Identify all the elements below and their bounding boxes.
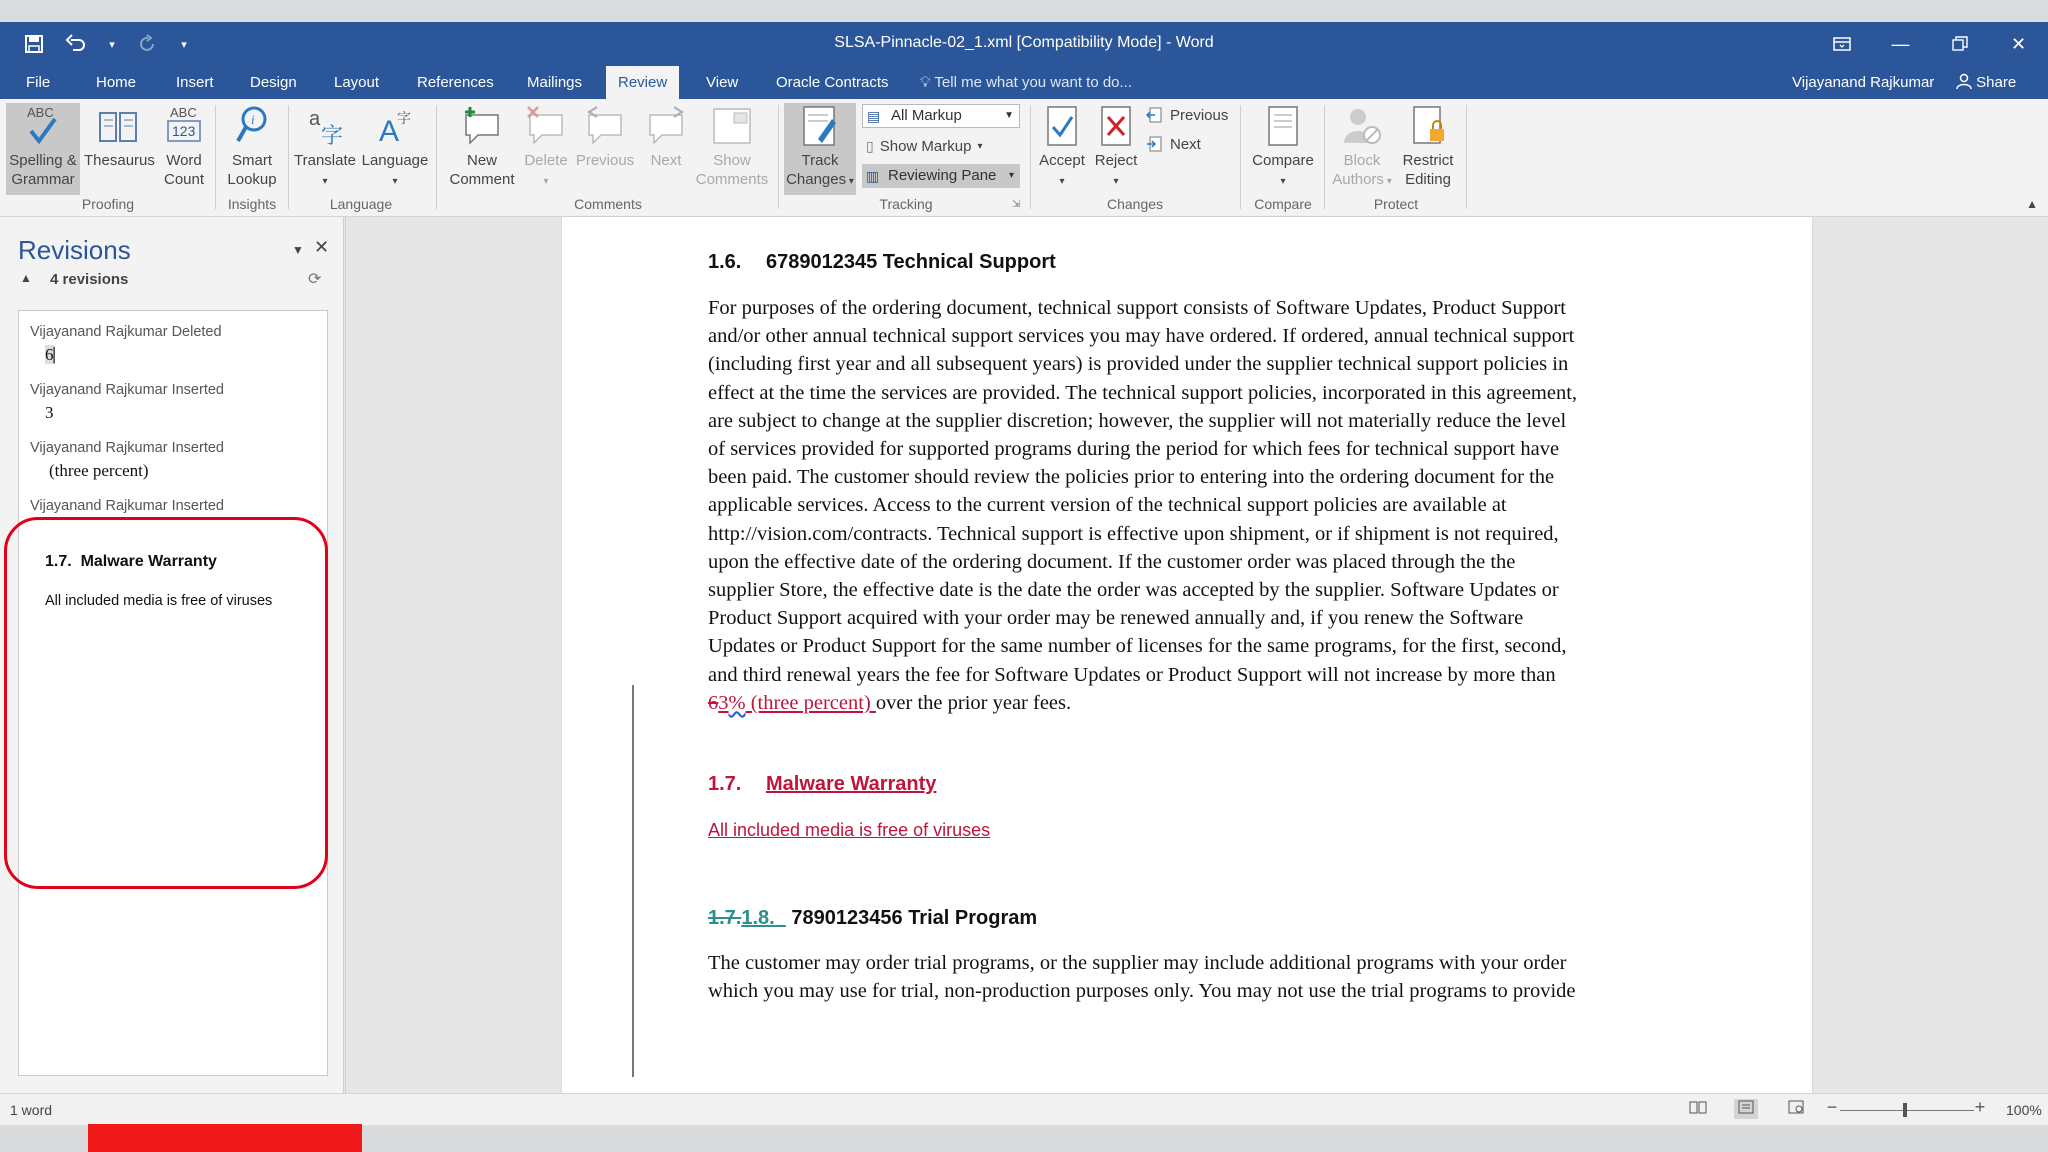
delete-caret-icon: ▾ (543, 176, 549, 187)
inserted-text[interactable]: 3 (718, 691, 729, 714)
inserted-space (775, 907, 786, 929)
pane-options-icon[interactable]: ▼ (292, 243, 304, 257)
text-line: effect at the time the services are provided. The technical support policies, incorporated in this agreement, (708, 381, 1578, 404)
text-line: http://vision.com/contracts. Technical support is effective upon shipment, or if shipment is not required, (708, 522, 1559, 545)
svg-text:字: 字 (397, 110, 411, 126)
lock-document-icon (1406, 103, 1450, 149)
next-change-button[interactable] (1146, 132, 1201, 156)
word-count-icon (162, 103, 206, 149)
tab-home[interactable]: Home (96, 74, 137, 91)
zoom-slider-track[interactable] (1840, 1110, 1974, 1111)
previous-comment-button[interactable] (572, 103, 638, 170)
block-authors-label-2: Authors (1332, 171, 1384, 188)
title-bar (0, 22, 2048, 66)
block-authors-label-1: Block (1343, 152, 1381, 169)
text-line: been paid. The customer should review the policies prior to entering into the ordering document for the (708, 466, 1555, 489)
tell-me-search[interactable] (920, 66, 1132, 99)
reject-button[interactable] (1084, 103, 1148, 191)
inserted-section-title: Malware Warranty (766, 773, 937, 795)
lightbulb-icon: 💡︎ (920, 74, 931, 91)
next-change-icon (1146, 135, 1164, 153)
paragraph-technical-support (708, 294, 1668, 717)
word-count-label-1: Word (166, 152, 202, 169)
language-caret-icon: ▾ (392, 176, 398, 187)
smart-lookup-icon (230, 103, 274, 149)
section-heading-1-6 (708, 251, 1056, 274)
text-line-with-revisions (708, 689, 1668, 717)
document-page (562, 217, 1812, 1093)
thesaurus-button[interactable] (84, 103, 155, 170)
inserted-section-number: 1.7. (708, 773, 742, 795)
spelling-grammar-button[interactable] (6, 103, 80, 195)
share-label: Share (1976, 74, 2017, 91)
window-controls (1812, 22, 2048, 66)
translate-label: Translate (294, 152, 356, 169)
text-line: Product Support acquired with your order may be renewed annually and, if you renew the Software (708, 607, 1524, 630)
markup-select-value: All Markup (891, 107, 962, 124)
spelling-label-2: Grammar (11, 171, 75, 188)
text-line: For purposes of the ordering document, technical support consists of Software Updates, Product Support (708, 297, 1566, 319)
text-line: and third renewal years the fee for Software Updates or Product Support will not increase by more than (708, 663, 1556, 686)
next-comment-icon (644, 103, 688, 149)
markup-select-icon: ▤ (867, 108, 881, 124)
spelling-label-1: Spelling & (9, 152, 77, 169)
delete-comment-button[interactable] (514, 103, 578, 191)
new-comment-button[interactable] (442, 103, 522, 189)
language-icon (373, 103, 417, 149)
text-line: (including first year and all subsequent years) is provided under the supplier technical support policies in (708, 353, 1569, 376)
undo-dropdown-icon[interactable]: ▾ (109, 38, 115, 51)
zoom-out-icon[interactable]: − (1826, 1097, 1838, 1117)
tracking-dialog-launcher-icon[interactable]: ⇲ (1012, 199, 1021, 210)
red-overlay-block (88, 1124, 362, 1152)
group-separator (778, 105, 779, 209)
inserted-words[interactable]: (three percent) (750, 691, 871, 714)
line-rest: over the prior year fees. (875, 691, 1072, 714)
smart-lookup-label-1: Smart (231, 152, 272, 169)
cursor-icon: ▏ (53, 348, 65, 364)
tab-references[interactable]: References (417, 74, 494, 91)
accept-icon (1040, 103, 1084, 149)
tab-oracle-contracts[interactable]: Oracle Contracts (776, 74, 889, 91)
ribbon-tabs (0, 66, 2048, 99)
revision-value[interactable] (45, 345, 64, 365)
new-comment-icon (460, 103, 504, 149)
word-count-button[interactable] (152, 103, 216, 189)
tab-layout[interactable]: Layout (334, 74, 380, 91)
next-comment-button[interactable] (634, 103, 698, 170)
group-language-label: Language (329, 196, 393, 212)
revision-header[interactable]: Vijayanand Rajkumar Inserted (30, 440, 224, 456)
collapse-revisions-icon[interactable]: ▲ (20, 271, 32, 285)
text-line: supplier Store, the effective date is the date the order was accepted by the supplier. Software Updates or (708, 579, 1559, 602)
svg-text:i: i (251, 112, 255, 127)
language-button[interactable] (360, 103, 430, 191)
revision-header[interactable]: Vijayanand Rajkumar Inserted (30, 498, 224, 514)
revisions-title: Revisions (18, 235, 131, 265)
revision-value[interactable]: 3 (45, 403, 54, 422)
group-separator (436, 105, 437, 209)
chevron-down-icon: ▼ (1004, 110, 1014, 121)
text-line: applicable services. Access to the current version of the technical support policies are available at (708, 494, 1507, 517)
restore-icon[interactable] (1930, 22, 1989, 66)
group-protect-label: Protect (1373, 196, 1419, 212)
word-count-label-2: Count (163, 171, 205, 188)
text-line: of services provided for supported programs during the period for which fees for technical support have (708, 438, 1560, 461)
revision-body[interactable]: All included media is free of viruses (45, 593, 273, 609)
previous-comment-label: Previous (575, 152, 635, 169)
reviewing-pane-label: Reviewing Pane (888, 167, 997, 184)
percent-sign: % (728, 691, 746, 714)
section-heading-1-8 (708, 907, 1037, 930)
zoom-in-icon[interactable]: + (1974, 1097, 1986, 1117)
revision-deleted-value: 6 (45, 345, 54, 364)
restrict-editing-button[interactable] (1394, 103, 1462, 189)
track-changes-button[interactable] (784, 103, 856, 195)
tab-view[interactable]: View (706, 74, 739, 91)
tell-me-text: Tell me what you want to do... (934, 74, 1133, 91)
smart-lookup-label-2: Lookup (227, 171, 277, 188)
text-line: The customer may order trial programs, or the supplier may include additional programs with your order (708, 952, 1567, 974)
section-title: 6789012345 Technical Support (766, 251, 1056, 273)
track-changes-icon (798, 103, 842, 149)
text-line: Updates or Product Support for the same number of licenses for the same programs, for the first, second, (708, 635, 1567, 658)
block-caret-icon: ▾ (1383, 176, 1392, 187)
restrict-editing-label-2: Editing (1405, 171, 1451, 188)
tab-mailings[interactable]: Mailings (527, 74, 583, 91)
tab-insert[interactable]: Insert (176, 74, 214, 91)
paragraph-trial-program (708, 949, 1668, 1005)
svg-text:ABC: ABC (27, 105, 54, 120)
refresh-icon[interactable]: ⟳ (308, 271, 322, 288)
reject-label: Reject (1094, 152, 1138, 169)
show-markup-button[interactable] (866, 134, 982, 158)
track-caret-icon: ▾ (846, 176, 854, 187)
group-separator (1466, 105, 1467, 209)
compare-icon (1261, 103, 1305, 149)
ribbon-display-options-icon[interactable] (1812, 22, 1871, 66)
show-markup-icon: ▯ (866, 137, 874, 154)
group-comments-label: Comments (574, 196, 642, 212)
track-changes-label-2: Changes (786, 171, 847, 188)
reviewing-pane-caret-icon: ▾ (1008, 170, 1014, 181)
revision-heading-number: 1.7. (45, 553, 72, 570)
pane-close-icon[interactable]: ✕ (314, 237, 330, 257)
read-mode-icon[interactable] (1686, 1099, 1710, 1119)
next-comment-label: Next (650, 152, 682, 169)
print-layout-icon[interactable] (1734, 1099, 1758, 1119)
reviewing-pane-icon: ▥ (866, 168, 880, 184)
thesaurus-label: Thesaurus (84, 152, 155, 169)
group-separator (1240, 105, 1241, 209)
text-line: which you may use for trial, non-production purposes only. You may not use the trial programs to provide (708, 980, 1576, 1003)
book-icon (96, 103, 140, 149)
text-line: upon the effective date of the ordering document. If the customer order was placed through the the (708, 550, 1516, 573)
show-comments-button[interactable] (692, 103, 772, 189)
section-title: 7890123456 Trial Program (791, 907, 1038, 929)
ribbon (0, 99, 2048, 217)
text-line: are subject to change at the supplier discretion; however, the supplier will not materially reduce the level (708, 409, 1567, 432)
translate-button[interactable] (292, 103, 358, 191)
document-gutter-right (1812, 217, 2048, 1093)
group-separator (215, 105, 216, 209)
window-title: SLSA-Pinnacle-02_1.xml [Compatibility Mode] - Word (834, 34, 1214, 51)
group-compare-label: Compare (1254, 196, 1312, 212)
previous-change-label: Previous (1170, 106, 1229, 124)
word-count-status[interactable]: 1 word (10, 1102, 53, 1118)
collapse-ribbon-icon[interactable]: ▲ (2026, 197, 2038, 211)
language-label: Language (361, 152, 429, 169)
tab-design[interactable]: Design (250, 74, 297, 91)
change-bar (632, 685, 634, 1077)
document-gutter (345, 217, 562, 1093)
revision-heading-text: Malware Warranty (80, 553, 217, 570)
show-comments-label-2: Comments (695, 171, 769, 188)
next-change-label: Next (1170, 135, 1201, 153)
show-markup-label: Show Markup (879, 137, 972, 155)
minimize-icon[interactable]: — (1891, 33, 1910, 54)
restrict-editing-label-1: Restrict (1402, 152, 1454, 169)
close-icon[interactable]: ✕ (2010, 33, 2027, 54)
web-layout-icon[interactable] (1784, 1099, 1808, 1119)
new-comment-label-1: New (466, 152, 497, 169)
inserted-section-number[interactable]: 1.8. (741, 907, 775, 929)
status-bar (0, 1093, 2048, 1125)
revision-count: 4 revisions (50, 271, 129, 288)
revisions-pane (0, 217, 344, 1093)
customize-qat-icon[interactable]: ▾ (181, 38, 187, 51)
inserted-body-text[interactable]: All included media is free of viruses (708, 820, 991, 840)
person-icon (1956, 73, 1972, 89)
show-markup-caret-icon: ▾ (977, 140, 983, 152)
translate-icon (303, 103, 347, 149)
spelling-check-icon (21, 103, 65, 149)
previous-comment-icon (583, 103, 627, 149)
section-number: 1.6. (708, 251, 742, 273)
group-separator (1324, 105, 1325, 209)
zoom-level[interactable]: 100% (2006, 1102, 2042, 1118)
reject-caret-icon: ▾ (1113, 176, 1119, 187)
reject-icon (1094, 103, 1138, 149)
reviewing-pane-button[interactable] (862, 164, 1020, 188)
accept-caret-icon: ▾ (1059, 176, 1065, 187)
svg-text:123: 123 (172, 123, 196, 139)
revision-value[interactable]: (three percent) (49, 461, 149, 480)
compare-caret-icon: ▾ (1280, 176, 1286, 187)
red-highlight-circle (4, 517, 328, 889)
smart-lookup-button[interactable] (220, 103, 284, 189)
track-changes-label-1: Track (801, 152, 839, 169)
tab-file[interactable]: File (26, 74, 51, 91)
show-comments-label-1: Show (713, 152, 751, 169)
block-authors-button[interactable] (1330, 103, 1394, 191)
svg-text:a: a (309, 108, 321, 130)
deleted-text[interactable]: 6 (708, 691, 719, 714)
deleted-section-number[interactable]: 1.7. (708, 907, 742, 929)
inserted-section-heading-1-7[interactable] (708, 773, 936, 796)
compare-label: Compare (1252, 152, 1314, 169)
delete-label: Delete (524, 152, 568, 169)
new-comment-label-2: Comment (449, 171, 515, 188)
user-name[interactable]: Vijayanand Rajkumar (1792, 74, 1935, 91)
text-line: and/or other annual technical support services you may have ordered. If ordered, annual technical support (708, 325, 1575, 348)
tab-review[interactable]: Review (606, 66, 679, 99)
accept-label: Accept (1039, 152, 1085, 169)
block-authors-icon (1340, 103, 1384, 149)
top-strip (0, 0, 2048, 22)
revision-header[interactable]: Vijayanand Rajkumar Inserted (30, 382, 224, 398)
group-changes-label: Changes (1106, 196, 1164, 212)
translate-caret-icon: ▾ (322, 176, 328, 187)
zoom-slider-thumb[interactable] (1903, 1103, 1907, 1117)
show-comments-icon (710, 103, 754, 149)
group-insights-label: Insights (227, 196, 277, 212)
group-proofing-label: Proofing (81, 196, 135, 212)
markup-select[interactable] (862, 104, 1020, 128)
delete-comment-icon (524, 103, 568, 149)
revision-header[interactable]: Vijayanand Rajkumar Deleted (30, 324, 222, 340)
group-tracking-label: Tracking (879, 196, 933, 212)
svg-text:字: 字 (321, 123, 344, 148)
share-button[interactable] (1956, 66, 2016, 99)
previous-change-button[interactable] (1146, 103, 1228, 127)
group-separator (288, 105, 289, 209)
compare-button[interactable] (1246, 103, 1320, 191)
previous-change-icon (1146, 106, 1164, 124)
svg-text:A: A (379, 115, 400, 148)
svg-text:ABC: ABC (170, 105, 197, 120)
